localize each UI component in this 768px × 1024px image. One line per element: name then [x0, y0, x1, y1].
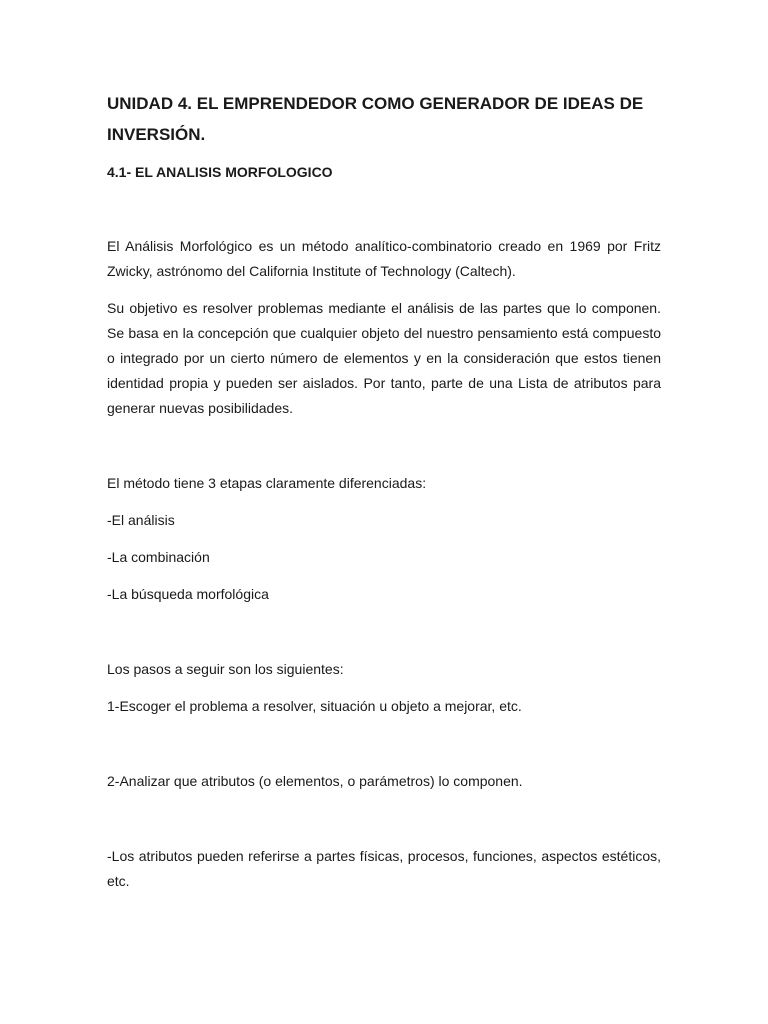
- stage-item-morphological-search: -La búsqueda morfológica: [107, 586, 269, 602]
- stage-item-analysis: -El análisis: [107, 512, 175, 528]
- step-2: 2-Analizar que atributos (o elementos, o parámetros) lo componen.: [107, 773, 523, 789]
- section-heading: 4.1- EL ANALISIS MORFOLOGICO: [107, 164, 333, 180]
- stages-intro: El método tiene 3 etapas claramente diferenciadas:: [107, 475, 427, 491]
- document-body: [107, 88, 661, 894]
- attributes-note: -Los atributos pueden referirse a partes físicas, procesos, funciones, aspectos estéticos, etc.: [107, 848, 661, 889]
- stage-item-combination: -La combinación: [107, 549, 210, 565]
- document-title: UNIDAD 4. EL EMPRENDEDOR COMO GENERADOR DE IDEAS DE INVERSIÓN.: [107, 94, 644, 144]
- step-1: 1-Escoger el problema a resolver, situación u objeto a mejorar, etc.: [107, 698, 522, 714]
- steps-intro: Los pasos a seguir son los siguientes:: [107, 661, 344, 677]
- objective-paragraph: Su objetivo es resolver problemas mediante el análisis de las partes que lo componen. Se basa en la concepción que cualquier objeto del nuestro pensamiento está compuesto o integrado por un cierto número de elementos y en la consideración que estos tienen identidad propia y pueden ser aislados. Por tanto, parte de una Lista de atributos para generar nuevas posibilidades.: [107, 300, 661, 416]
- intro-paragraph: El Análisis Morfológico es un método analítico-combinatorio creado en 1969 por Fritz Zwicky, astrónomo del California Institute of Technology (Caltech).: [107, 238, 661, 279]
